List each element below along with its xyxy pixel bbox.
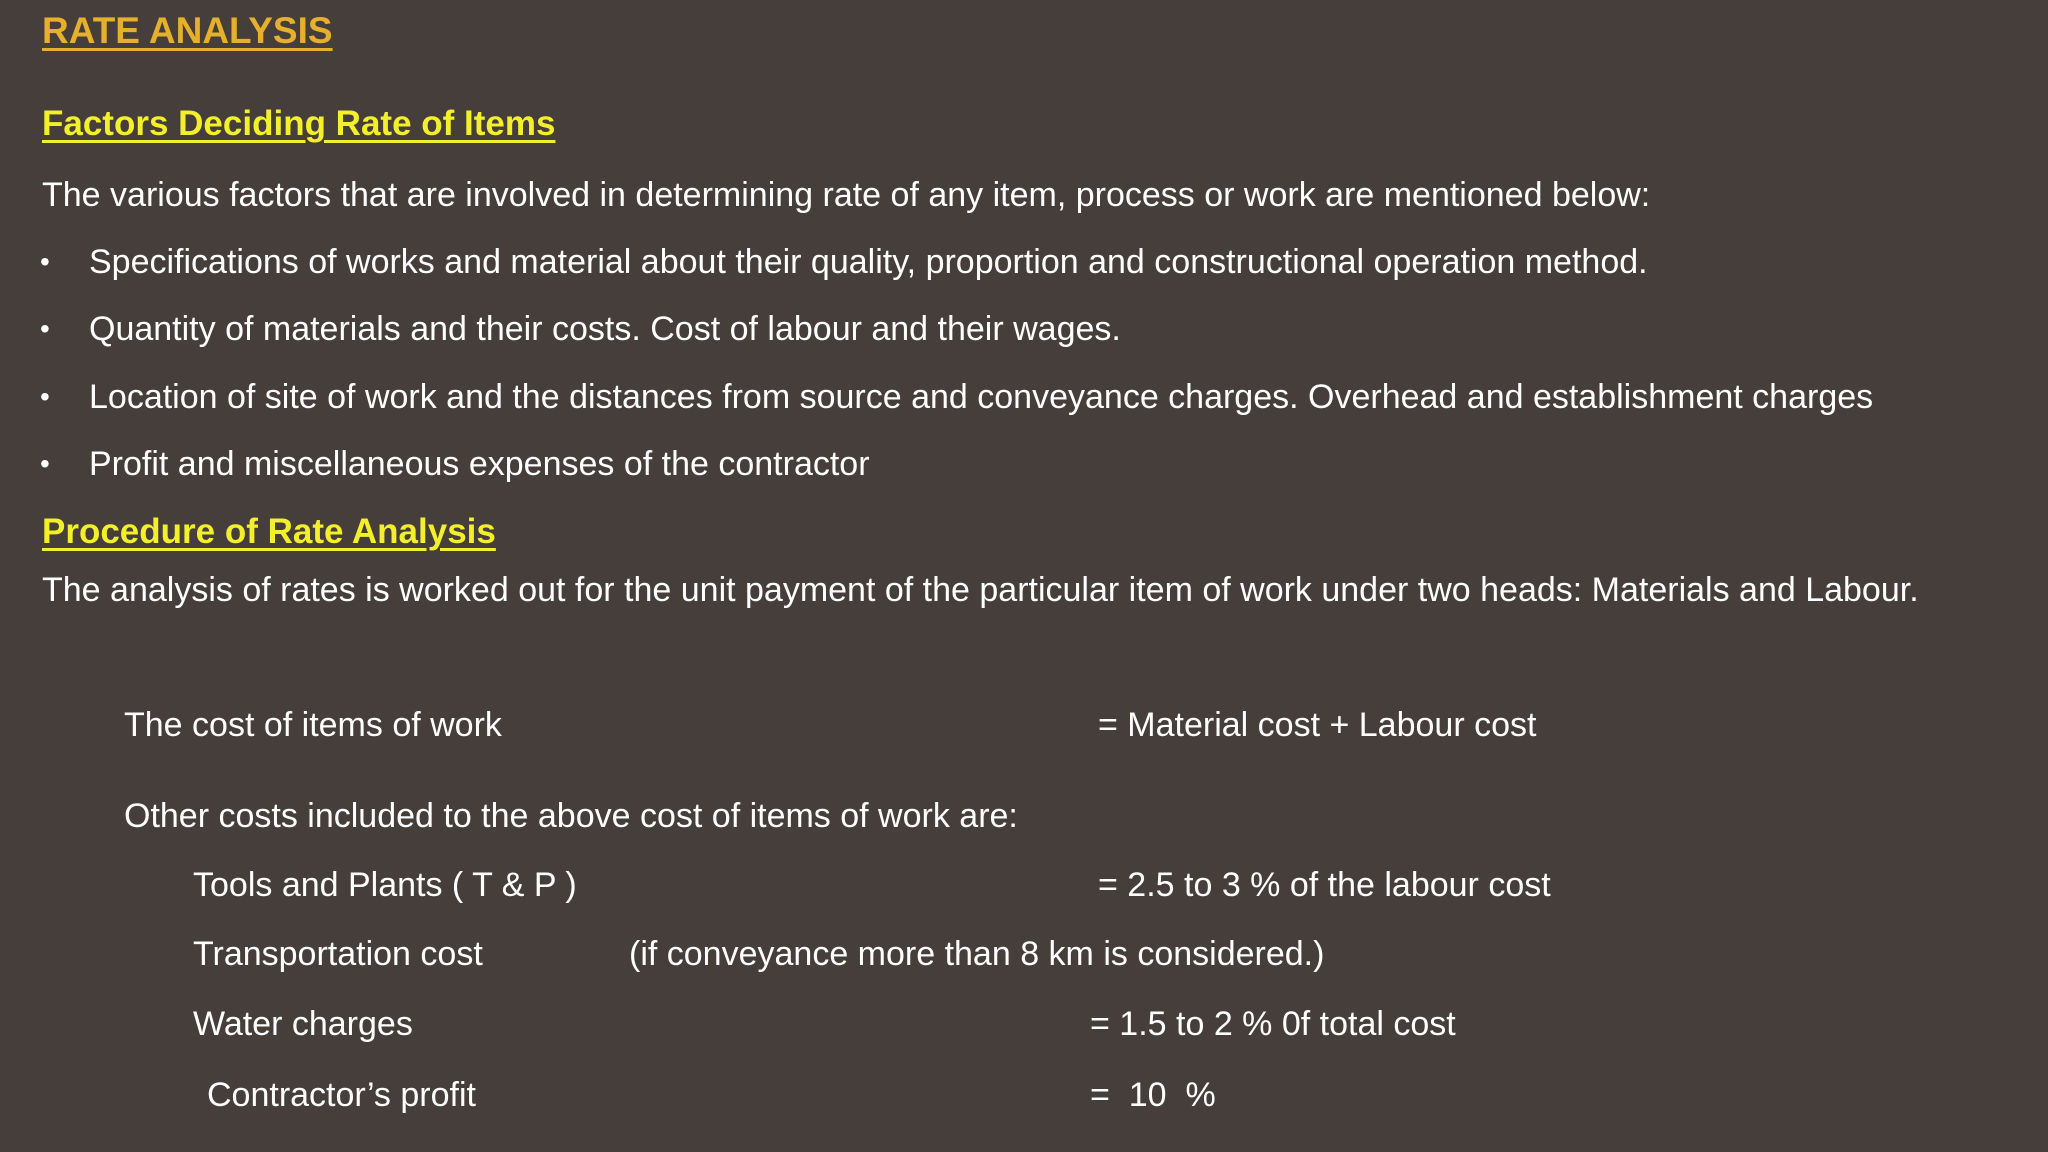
row-value: = 2.5 to 3 % of the labour cost: [1098, 866, 1551, 904]
bullet-text: Location of site of work and the distances from source and conveyance charges. Overhead and establishment charges: [89, 378, 1874, 416]
row-label: Water charges: [193, 1005, 413, 1043]
row-value: = 1.5 to 2 % 0f total cost: [1090, 1005, 1456, 1043]
row-value: = 10 %: [1090, 1076, 1216, 1114]
bullet-text: Quantity of materials and their costs. Cost of labour and their wages.: [89, 310, 1121, 348]
factors-intro: The various factors that are involved in determining rate of any item, process or work are mentioned below:: [42, 176, 1651, 214]
factors-heading: Factors Deciding Rate of Items: [42, 104, 556, 143]
cost-items-label: The cost of items of work: [124, 706, 502, 744]
bullet-icon: •: [40, 381, 50, 412]
row-label: Contractor’s profit: [207, 1076, 476, 1114]
other-costs-intro: Other costs included to the above cost of items of work are:: [124, 797, 1018, 835]
bullet-icon: •: [40, 246, 50, 277]
procedure-paragraph: The analysis of rates is worked out for the unit payment of the particular item of work under two heads: Materials and Labour.: [42, 571, 1919, 609]
bullet-icon: •: [40, 313, 50, 344]
bullet-text: Specifications of works and material about their quality, proportion and constructional operation method.: [89, 243, 1648, 281]
row-label: Transportation cost: [193, 935, 483, 973]
row-value: (if conveyance more than 8 km is considered.): [629, 935, 1325, 973]
procedure-heading: Procedure of Rate Analysis: [42, 512, 496, 551]
cost-items-value: = Material cost + Labour cost: [1098, 706, 1537, 744]
bullet-text: Profit and miscellaneous expenses of the contractor: [89, 445, 870, 483]
bullet-icon: •: [40, 448, 50, 479]
row-label: Tools and Plants ( T & P ): [193, 866, 577, 904]
page-title: RATE ANALYSIS: [42, 10, 333, 51]
